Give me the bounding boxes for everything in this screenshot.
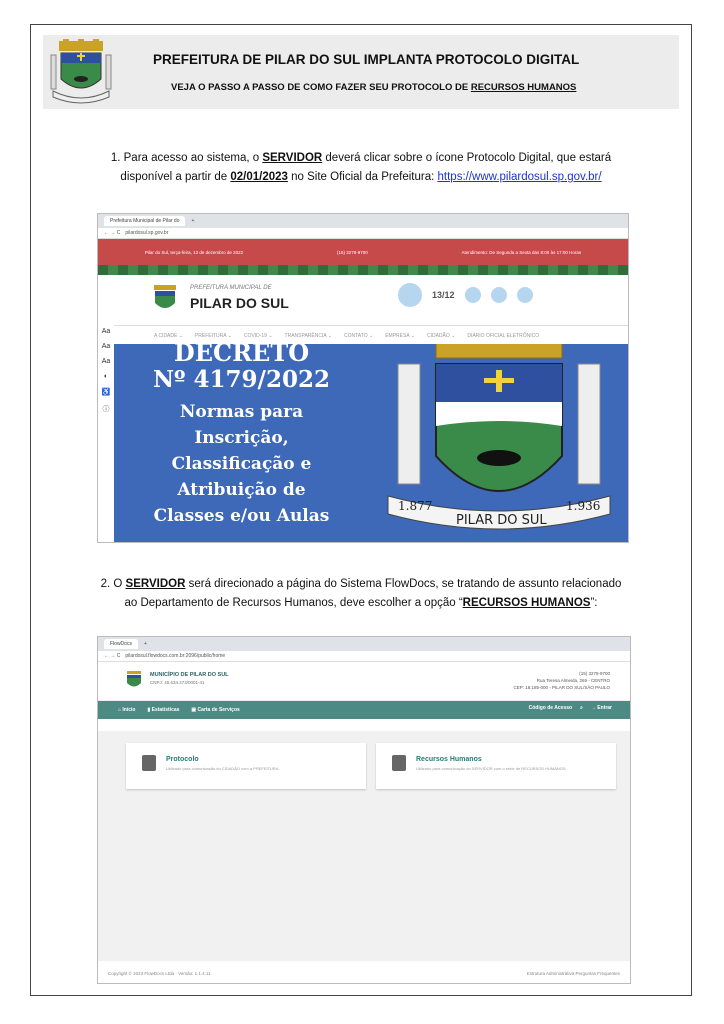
prefeitura-link[interactable]: https://www.pilardosul.sp.gov.br/ <box>437 171 602 183</box>
menu-item[interactable]: EMPRESA ⌄ <box>385 333 415 339</box>
christmas-garland <box>98 265 628 275</box>
recursos-humanos-card[interactable]: Recursos Humanos Utilizado para comunicação do SERVIDOR com o setor de RECURSOS HUMANOS. <box>376 743 616 789</box>
access-code-input[interactable]: Código de Acesso <box>528 705 573 711</box>
site-header: PREFEITURA MUNICIPAL DE PILAR DO SUL 13/12 <box>98 275 628 325</box>
menu-item[interactable]: COVID-19 ⌄ <box>243 333 273 339</box>
browser-urlbar: ← → C pilardosul.sp.gov.br <box>98 228 628 239</box>
svg-text:1.936: 1.936 <box>566 499 601 513</box>
browser-urlbar: ← → C pilardosul.flowdocs.com.br:2096/public/home <box>98 651 630 662</box>
flowdocs-main <box>98 731 630 961</box>
flowdocs-navbar <box>98 701 630 719</box>
document-icon <box>142 755 156 771</box>
enter-button[interactable]: → Entrar <box>590 705 612 711</box>
website-screenshot <box>97 213 629 543</box>
nav-inicio[interactable]: ⌂ Início <box>118 707 136 713</box>
document-header <box>43 35 679 109</box>
step-2-text: 2. O SERVIDOR será direcionado a página do Sistema FlowDocs, se tratando de assunto relacionado ao Departamento de Recursos Humanos, deve escolher a opção “RECURSOS HUMANOS”: <box>100 578 622 609</box>
footer-links[interactable]: Estrutura Administrativa Perguntas Frequentes <box>526 970 620 976</box>
flowdocs-footer: Copyright © 2023 FlowDocs Ltda · Versão: 1.1.4.11 Estrutura Administrativa Perguntas Frequentes <box>98 963 630 983</box>
document-frame <box>30 24 692 996</box>
search-icon[interactable]: ⌕ <box>580 705 583 711</box>
menu-item[interactable]: A CIDADE ⌄ <box>154 333 183 339</box>
nav-estatisticas[interactable]: ▮ Estatísticas <box>147 707 180 713</box>
nav-carta-servicos[interactable]: ▣ Carta de Serviços <box>191 707 240 713</box>
menu-item[interactable]: CIDADÃO ⌄ <box>426 333 456 339</box>
accessibility-bar: Aa Aa Aa ◐ ♿ ⓘ <box>98 324 114 518</box>
municipal-crest-icon <box>124 670 144 690</box>
site-crest-icon <box>150 283 180 313</box>
flowdocs-screenshot <box>97 636 631 984</box>
person-card-icon <box>392 755 406 771</box>
info-bar: Pilar do Sul, terça-feira, 13 de dezembro de 2022 (15) 3278-9700 Atendimento: De Segunda a Sexta das 8:00 às 17:00 Horas <box>98 239 628 265</box>
page-title: PREFEITURA DE PILAR DO SUL IMPLANTA PROTOCOLO DIGITAL <box>153 52 580 67</box>
svg-text:1.877: 1.877 <box>398 499 433 513</box>
flowdocs-header: MUNICÍPIO DE PILAR DO SUL CNPJ: 46.634.473/0001-41 (15) 3278-9700 Rua Teresa Almeida, 269 - CENTRO CEP: 18.185-000 - PILAR DO SUL/SÃO PAULO <box>98 662 630 701</box>
protocolo-card[interactable]: Protocolo Utilizado para comunicação do CIDADÃO com a PREFEITURA. <box>126 743 366 789</box>
svg-text:PILAR DO SUL: PILAR DO SUL <box>456 513 547 528</box>
decree-banner: DECRETO Nº 4179/2022 Normas para Inscrição, Classificação e Atribuição de Classes e/ou Aulas 1.877 1.936 PILAR DO SUL <box>114 344 628 542</box>
city-coat-of-arms <box>384 344 614 542</box>
browser-tabbar: Prefeitura Municipal de Pilar do + <box>98 214 628 228</box>
menu-item[interactable]: PREFEITURA ⌄ <box>194 333 232 339</box>
menu-item[interactable]: TRANSPARÊNCIA ⌄ <box>284 333 332 339</box>
browser-tabbar: FlowDocs + <box>98 637 630 651</box>
menu-item[interactable]: CONTATO ⌄ <box>344 333 374 339</box>
page-subtitle: VEJA O PASSO A PASSO DE COMO FAZER SEU PROTOCOLO DE RECURSOS HUMANOS <box>171 82 577 93</box>
step-1-text: 1. Para acesso ao sistema, o SERVIDOR deverá clicar sobre o ícone Protocolo Digital, que estará disponível a partir de 02/01/2023 no Site Oficial da Prefeitura: https://www.pilardosul.sp.gov.br/ <box>110 152 612 183</box>
weather-widget: 13/12 <box>398 283 533 307</box>
menu-item[interactable]: DIÁRIO OFICIAL ELETRÔNICO <box>467 333 540 339</box>
city-crest-logo <box>49 39 113 105</box>
